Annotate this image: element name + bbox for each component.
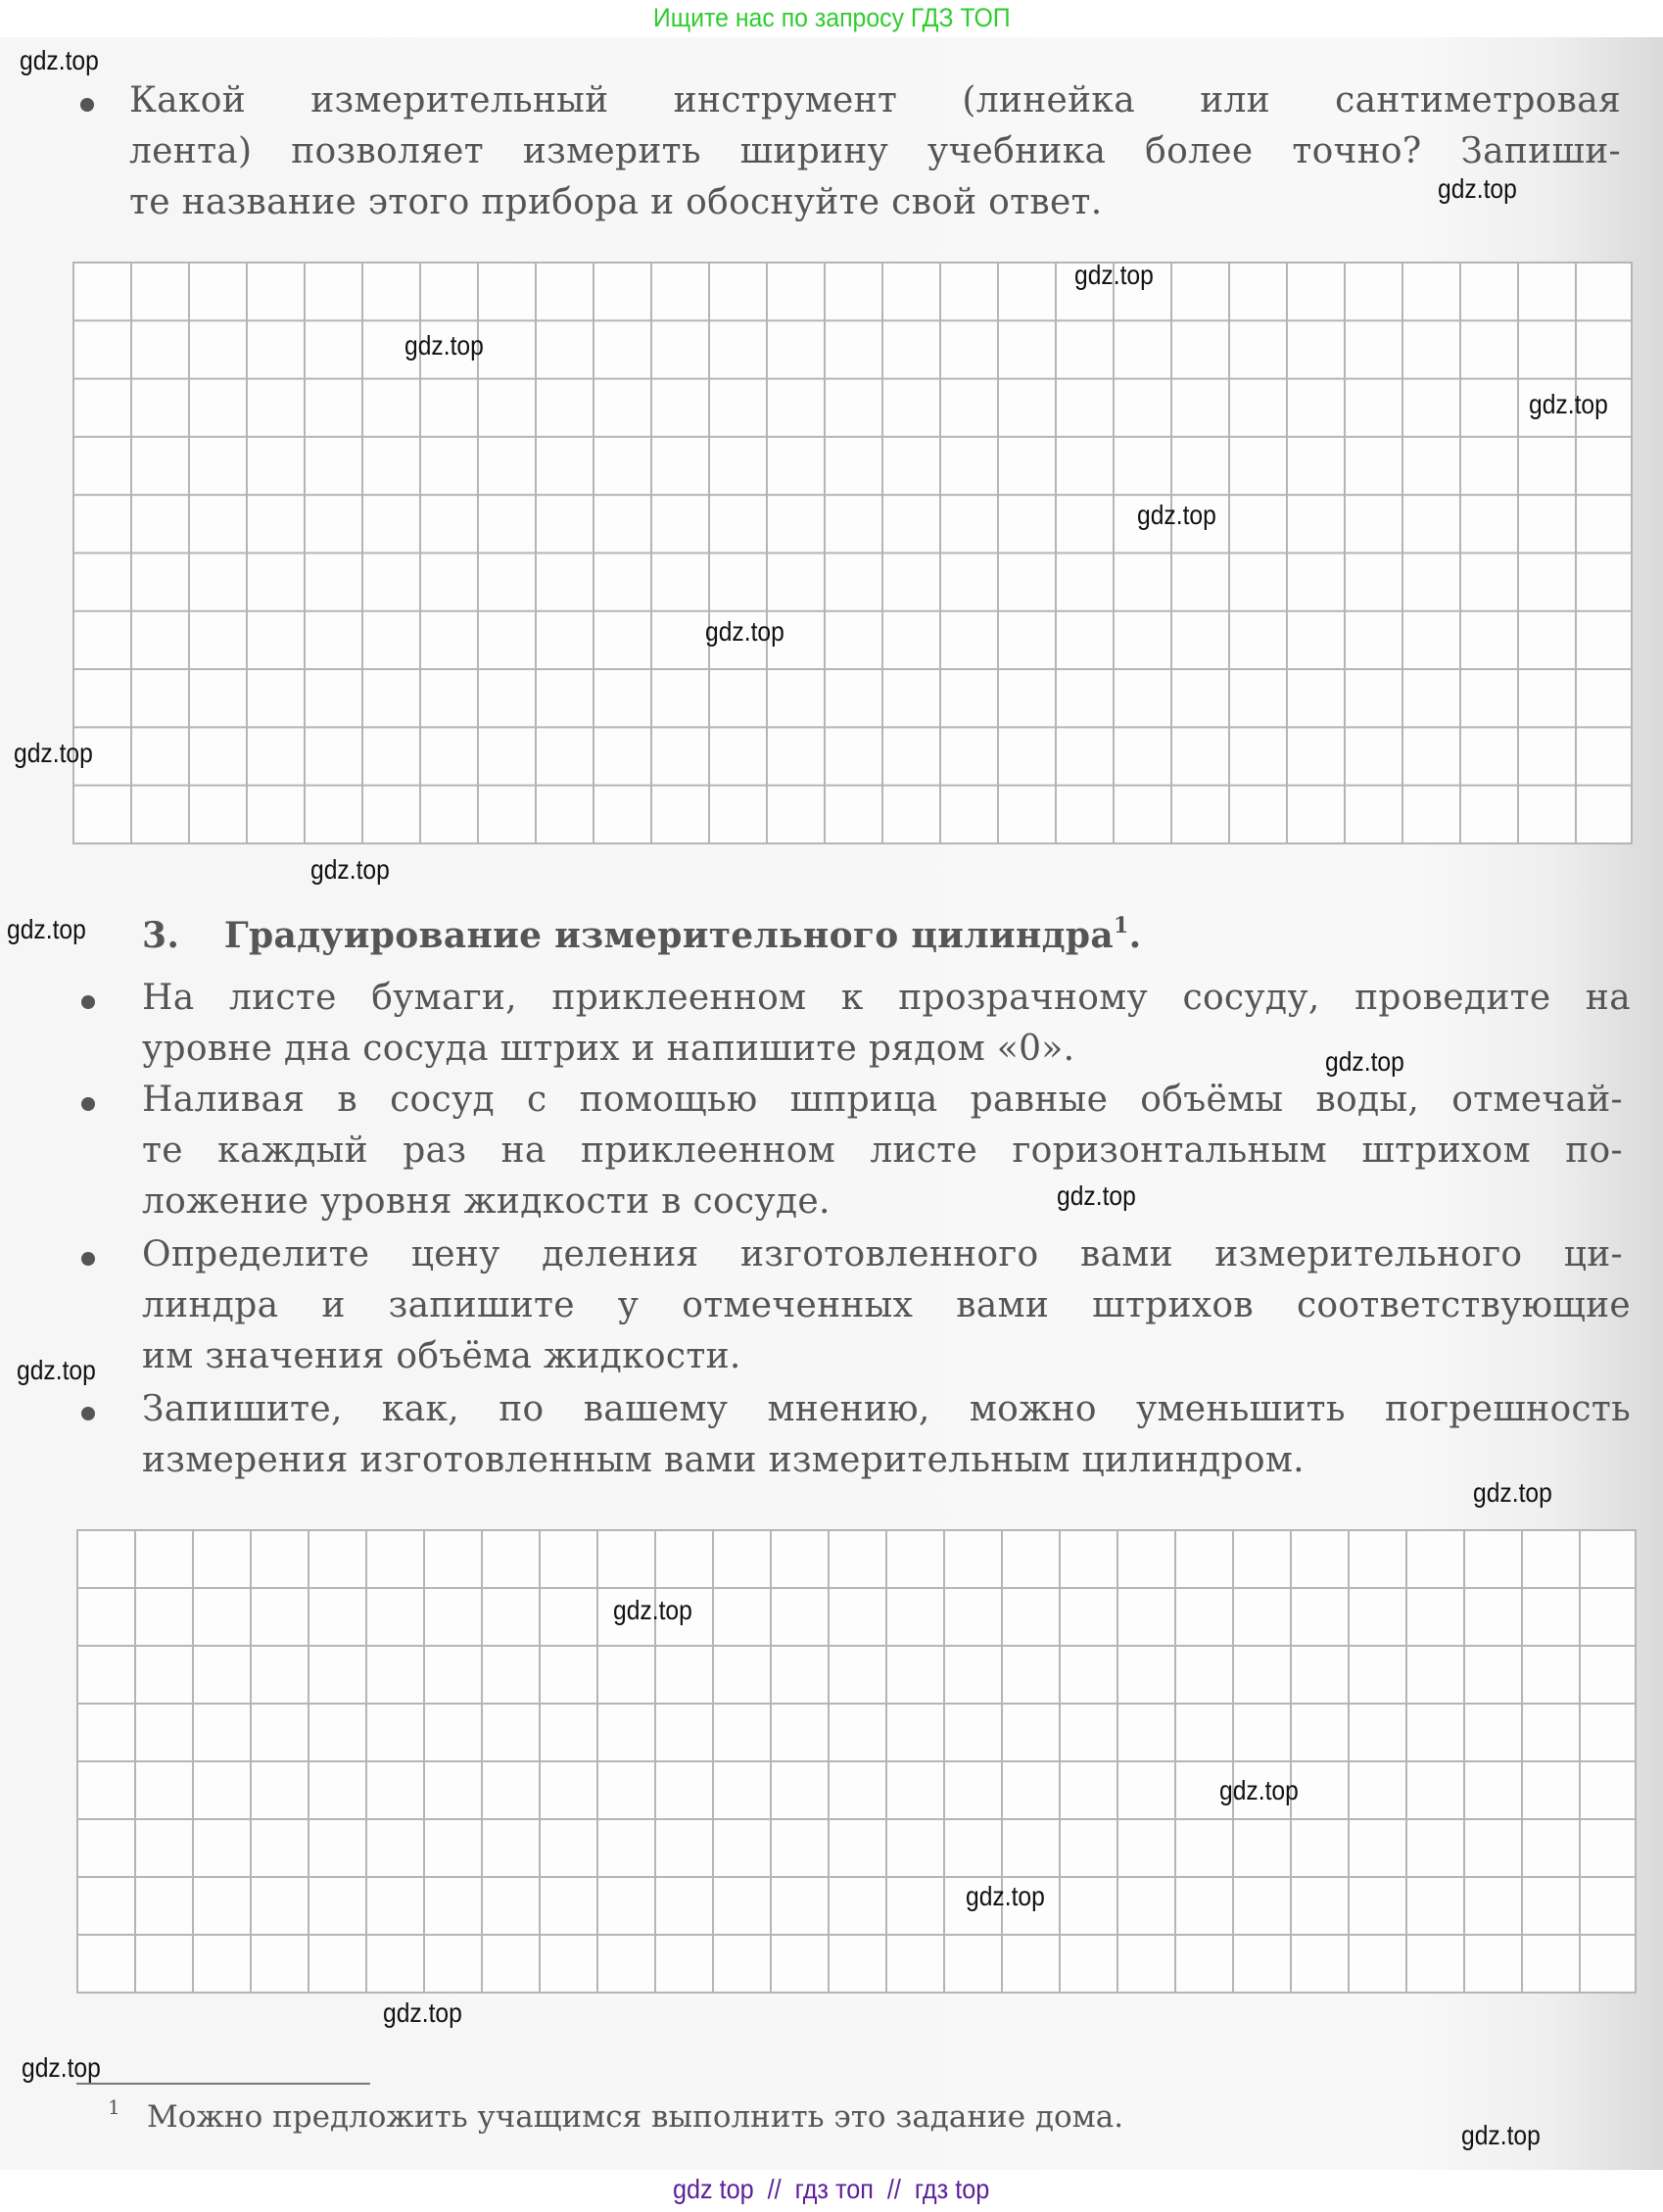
step-4-line-1: Запишите, как, по вашему мнению, можно уменьшить погрешность [142, 1389, 1631, 1429]
footnote-text: Можно предложить учащимся выполнить это задание дома. [147, 2099, 1124, 2135]
question-line-3: те название этого прибора и обоснуйте свой ответ. [129, 182, 1103, 222]
watermark: gdz.top [1529, 389, 1608, 419]
watermark: gdz.top [1438, 173, 1517, 204]
section-3-heading: 3. Градуирование измерительного цилиндра$^1$. [142, 913, 1142, 956]
watermark: gdz.top [1074, 260, 1154, 290]
watermark: gdz.top [310, 854, 390, 885]
bullet-icon [81, 1097, 95, 1111]
watermark: gdz.top [1325, 1046, 1404, 1077]
section-number: 3. [142, 915, 180, 956]
step-1-line-1: На листе бумаги, приклеенном к прозрачному сосуду, проведите на [142, 978, 1631, 1018]
watermark: gdz.top [17, 1355, 96, 1385]
footnote-mark: 1 [108, 2095, 120, 2119]
watermark: gdz.top [613, 1595, 692, 1625]
step-1-line-2: уровне дна сосуда штрих и напишите рядом «0». [142, 1029, 1075, 1069]
watermark: gdz.top [1219, 1775, 1299, 1805]
bottom-banner [0, 2170, 1663, 2212]
question-line-2: лента) позволяет измерить ширину учебника более точно? Запиши- [129, 131, 1621, 171]
top-banner [0, 0, 1663, 37]
step-3-line-1: Определите цену деления изготовленного вами измерительного ци- [142, 1234, 1623, 1274]
watermark: gdz.top [1137, 500, 1216, 530]
watermark: gdz.top [705, 616, 784, 647]
footnote-divider [76, 2083, 370, 2085]
watermark: gdz.top [383, 1997, 462, 2028]
question-line-1: Какой измерительный инструмент (линейка или сантиметровая [129, 80, 1621, 120]
answer-grid-1[interactable] [72, 262, 1633, 844]
top-banner-text: Ищите нас по запросу ГДЗ ТОП [652, 3, 1011, 32]
answer-grid-2[interactable] [76, 1529, 1637, 1994]
step-2-line-1: Наливая в сосуд с помощью шприца равные объёмы воды, отмечай- [142, 1080, 1623, 1120]
step-4-line-2: измерения изготовленным вами измерительным цилиндром. [142, 1440, 1305, 1480]
step-3-line-2: линдра и запишите у отмеченных вами штрихов соответствующие [142, 1285, 1631, 1325]
section-title: Градуирование измерительного цилиндра [223, 915, 1115, 956]
watermark: gdz.top [1461, 2120, 1541, 2150]
watermark: gdz.top [1057, 1180, 1136, 1211]
bullet-icon [81, 1407, 95, 1420]
footnote-reference[interactable]: 1 [1114, 913, 1129, 938]
watermark: gdz.top [966, 1881, 1045, 1911]
watermark: gdz.top [20, 45, 99, 75]
watermark: gdz.top [22, 2052, 101, 2083]
footnote [108, 2095, 1124, 2135]
step-3-line-3: им значения объёма жидкости. [142, 1336, 741, 1376]
bullet-icon [81, 1252, 95, 1266]
watermark: gdz.top [404, 330, 484, 361]
watermark: gdz.top [1473, 1477, 1552, 1508]
bottom-banner-text: gdz top // гдз топ // гдз top [673, 2174, 990, 2204]
watermark: gdz.top [7, 914, 86, 944]
bullet-icon [80, 98, 94, 112]
bullet-icon [81, 995, 95, 1009]
step-2-line-2: те каждый раз на приклеенном листе горизонтальным штрихом по- [142, 1130, 1623, 1171]
watermark: gdz.top [14, 738, 93, 768]
step-2-line-3: ложение уровня жидкости в сосуде. [142, 1181, 831, 1222]
